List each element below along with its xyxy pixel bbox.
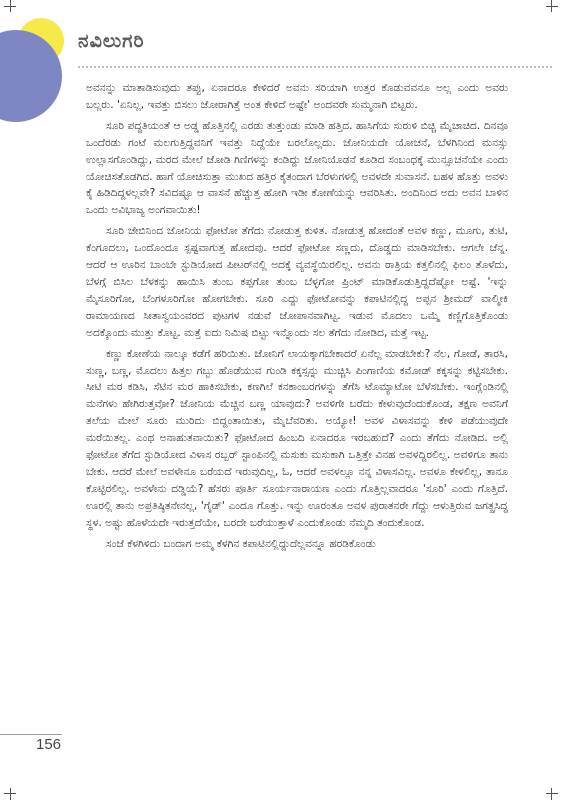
chapter-title: ನವಿಲುಗರಿ (78, 30, 145, 52)
page-body (86, 80, 508, 556)
paragraph: ಕಣ್ಣು ಕೋಣೆಯ ನಾಲ್ಕೂ ಕಡೆಗೆ ಹರಿಯಿತು. ಜೋನಿಗೆ ಲಾಯಕ್ಕಾಗಬೇಕಾದರೆ ಏನೆಲ್ಲ ಮಾಡಬೇಕು? ನೆಲ, ಗೋಡೆ, ತಾರಸಿ, ಸುಣ್ಣ, ಬಣ್ಣ, ಮೊದಲು ಹಿತ್ತಲ ಗಬ್ಬು ಹೊಡೆಯುವ ಗುಂಡಿ ಕಕ್ಕಸ್ಸನ್ನು ಮುಚ್ಚಿಸಿ ಪಿಂಗಾಣಿಯ ಕಮೋಡ್ ಕಕ್ಕಸನ್ನು ಕಟ್ಟಿಸಬೇಕು. ಸೀಟಿ ಮರ ಕಡಿಸಿ, ಸೆಟಿನ ಮರ ಹಾಕಿಸಬೇಕು, ಕಣಗಿಲೆ ಕನಕಾಂಬರಗಳನ್ನು ತೆಗೆಸಿ ಟೊಮ್ಯಾಟೋ ಬೆಳೆಸಬೇಕು. ಇಂಗ್ಲೆಂಡಿನಲ್ಲಿ ಮನೆಗಳು ಹೇಗಿರುತ್ತವೋ? ಜೋನಿಯ ಮೆಚ್ಚಿನ ಬಣ್ಣ ಯಾವುದು? ಅವಳಿಗೇ ಬರೆದು ಕೇಳುವುದೆಂದುಕೊಂಡ, ತಕ್ಷಣ ಅವನಿಗೆ ತಲೆಯ ಮೇಲೆ ಸೂರು ಮುರಿದು ಬಿದ್ದಂತಾಯಿತು, ಮೈಬೆವರಿತು. ಅಯ್ಯೋ! ಅವಳ ವಿಳಾಸವನ್ನು ಕೇಳಿ ಪಡೆಯುವುದೇ ಮರೆಯಿತಲ್ಲ. ಎಂಥ ಅನಾಹುತವಾಯಿತು? ಫೋಟೋದ ಹಿಂಬದಿ ಏನಾದರೂ ಇರಬಹುದೆ? ಎಂದು ತೆಗೆದು ನೋಡಿದ. ಅಲ್ಲಿ ಫೋಟೋ ತೆಗೆದ ಸ್ಟುಡಿಯೋದ ವಿಳಾಸ ರಬ್ಬರ್ ಸ್ಟಾಂಪಿನಲ್ಲಿ ಮಸುಕು ಮಸುಕಾಗಿ ಒತ್ತಿತ್ತೇ ವಿನಹ ಅವಳದ್ದಿರಲಿಲ್ಲ. ಅವಳಿಗೂ ತಾನು ಬೇಕು. ಆದರೆ ಮೇಲೆ ಅವಳೇನೂ ಬರೆಯದೆ ಇರುವುದಿಲ್ಲ, ಓ, ಆದರೆ ಅವಳಲ್ಲೂ ನನ್ನ ವಿಳಾಸವಿಲ್ಲ. ಅವಳೂ ಕೇಳಲಿಲ್ಲ, ತಾನೂ ಕೊಟ್ಟಿರಲಿಲ್ಲ. ಅವಳೇನು ದಡ್ಡಿಯೆ? ಹೆಸರು ಪೂರ್ತಿ ಸೂರ್ಯನಾರಾಯಣ ಎಂದು ಗೊತ್ತಿಲ್ಲವಾದರೂ 'ಸೂರಿ' ಎಂದು ಗೊತ್ತಿದೆ. ಊರಲ್ಲಿ ತಾನು ಅಪ್ರತಿಷ್ಠಿತನೇನಲ್ಲ, 'ಗೈಡ್' ಎಂದೂ ಗೊತ್ತು. ಇನ್ನು ಊರಂತೂ ಅವಳ ಪುರಾತನರೇ ಗೆದ್ದು ಆಳುತ್ತಿರುವ ಜಗತ್ಪ್ರಸಿದ್ಧ ಸ್ಥಳ. ಅಷ್ಟು ಹೊಳೆಯದೇ ಇರುತ್ತದೆಯೇ, ಬರದೇ ಬರೆಯುತ್ತಾಳೆ ಎಂದುಕೊಂಡು ನೆಮ್ಮದಿ ತಂದುಕೊಂಡ. (86, 347, 508, 529)
header-dotted-rule (78, 66, 552, 69)
crop-mark (546, 6, 558, 7)
paragraph: ಸೂರಿ ಪದ್ಧತಿಯಂತೆ ಆ ಅಡ್ಡ ಹೊತ್ತಿನಲ್ಲಿ ಎರಡು ತುತ್ತುಂಡು ಮಾಡಿ ಹತ್ತಿದ. ಹಾಸಿಗೆಯ ಸುರುಳಿ ಬಿಚ್ಚಿ ಮೈಚಾಚಿದ. ದಿನವೂ ಒಂದೆರಡು ಗಂಟೆ ಮಲಗುತ್ತಿದ್ದವನಿಗೆ ಇವತ್ತು ನಿದ್ದೆಯೇ ಬರಲೊಲ್ಲದು. ಜೋನಿಯದೇ ಯೋಚನೆ, ಬೆಳಗಿನಿಂದ ಮನಸ್ಸು ಉಲ್ಲಾಸಗೊಂಡಿದ್ದು, ಮರದ ಮೇಲೆ ಜೋಡಿ ಗಿಣಿಗಳನ್ನು ಕಂಡಿದ್ದು ಜೋನಿಯೊಡನೆ ಕೂಡಿದ ಸಂಬಂಧಕ್ಕೆ ಮುನ್ಸೂಚನೆಯೇ ಎಂದು ಯೋಚಿಸತೊಡಗಿದ. ಹಾಗೆ ಯೋಚಿಸುತ್ತಾ ಮುಖದ ಹತ್ತಿರ ಕೈತಂದಾಗ ಬೆರಳುಗಳಲ್ಲಿ ಅವಳದೇ ಸುವಾಸನೆ. ಬಹಳ ಹೊತ್ತು ಅವಳು ಕೈ ಹಿಡಿದಿದ್ದಳಲ್ಲವೇ? ಸವಿದಷ್ಟೂ ಆ ವಾಸನೆ ಹೆಚ್ಚುತ್ತ ಹೋಗಿ ಇಡೀ ಕೋಣೆಯನ್ನು ಆವರಿಸಿತು. ಅಂದಿನಿಂದ ಅದು ಅವನ ಬಾಳಿನ ಒಂದು ಅವಿಭಾಜ್ಯ ಅಂಗವಾಯಿತು! (86, 119, 508, 217)
paragraph: ಅವನನ್ನು ಮಾತಾಡಿಸುವುದು ತಪ್ಪು, ಏನಾದರೂ ಕೇಳಿದರೆ ಅವನು ಸರಿಯಾಗಿ ಉತ್ತರ ಕೊಡುವವನೂ ಅಲ್ಲ ಎಂದು ಅವರು ಬಲ್ಲರು. 'ಏನಿಲ್ಲ, ಇವತ್ತು ಬಿಸಲು ಜೋರಾಗಿತ್ತೆ ಅಂತ ಕೇಳಿದೆ ಅಷ್ಟೇ' ಅಂದವರೇ ಸುಮ್ಮನಾಗಿ ಬಿಟ್ಟರು. (86, 82, 508, 111)
crop-mark (546, 793, 558, 794)
page-number: 156 (36, 736, 62, 753)
footer-rule (0, 734, 62, 735)
crop-mark (10, 788, 11, 800)
crop-mark (10, 0, 11, 12)
paragraph: ಸಂಜೆ ಕೆಳಗಿಳಿದು ಬಂದಾಗ ಅಮ್ಮ ಕೆಳಗಿನ ಕಪಾಟಿನಲ್ಲಿದ್ದುದೆಲ್ಲವನ್ನೂ ಹರಡಿಕೊಂಡು (106, 537, 376, 550)
crop-mark (551, 788, 552, 800)
paragraph: ಸೂರಿ ಜೇಬಿನಿಂದ ಜೋನಿಯ ಫೋಟೋ ತೆಗೆದು ನೋಡುತ್ತ ಕುಳಿತ. ನೋಡುತ್ತ ಹೋದಂತೆ ಅವಳ ಕಣ್ಣು, ಮೂಗು, ತುಟಿ, ಕೆಂಗೂದಲು, ಒಂದೊಂದೂ ಸ್ಪಷ್ಟವಾಗುತ್ತ ಹೋದವು. ಆದರೆ ಫೋಟೋ ಸಣ್ಣದು, ದೊಡ್ಡದು ಮಾಡಿಸಬೇಕು. ಆಗಲೇ ಚೆನ್ನ. ಆದರೆ ಆ ಊರಿನ ಬಾಂಬೇ ಸ್ಟುಡಿಯೋದ ಪೀಟರ್‌ನಲ್ಲಿ ಅದಕ್ಕೆ ವ್ಯವಸ್ಥೆಯಿರಲಿಲ್ಲ. ಅವನು ರಾತ್ರಿಯ ಕತ್ತಲಿನಲ್ಲಿ ಫಿಲಂ ತೊಳೆದು, ಬೆಳಗ್ಗೆ ಬಿಸಿಲ ಬೆಳಕನ್ನು ಹಾಯಿಸಿ ತುಂಬ ಕಪ್ಪಗೋ ತುಂಬ ಬೆಳ್ಳಗೋ ಪ್ರಿಂಟ್ ಮಾಡಿಕೊಡುತ್ತಿದ್ದದೆಷ್ಟೋ ಅಷ್ಟೆ. 'ಇನ್ನು ಮೈಸೂರಿಗೋ, ಬೆಂಗಳೂರಿಗೋ ಹೋಗಬೇಕು. ಸೂರಿ ಎದ್ದು ಫೋಟೋವನ್ನು ಕಪಾಟಿನಲ್ಲಿದ್ದ ಅಪ್ಪನ ಶ್ರೀಮದ್ ವಾಲ್ಮೀಕಿ ರಾಮಾಯಣದ ಸೀತಾಸ್ವಯಂವರದ ಪುಟಗಳ ನಡುವೆ ಜೋಪಾನವಾಗಿಟ್ಟ. ಇಡುವ ಮೊದಲು ಒಮ್ಮೆ ಕಣ್ಣಿಗೊತ್ತಿಕೊಂಡು ಅದಕ್ಕೊಂದು ಮುತ್ತು ಕೊಟ್ಟ. ಮತ್ತೆ ಐದು ನಿಮಿಷ ಬಿಟ್ಟು ಇನ್ನೊಂದು ಸಲ ತೆಗೆದು ನೋಡಿದ, ಮತ್ತೆ ಇಟ್ಟ. (86, 225, 508, 339)
crop-mark (551, 0, 552, 12)
